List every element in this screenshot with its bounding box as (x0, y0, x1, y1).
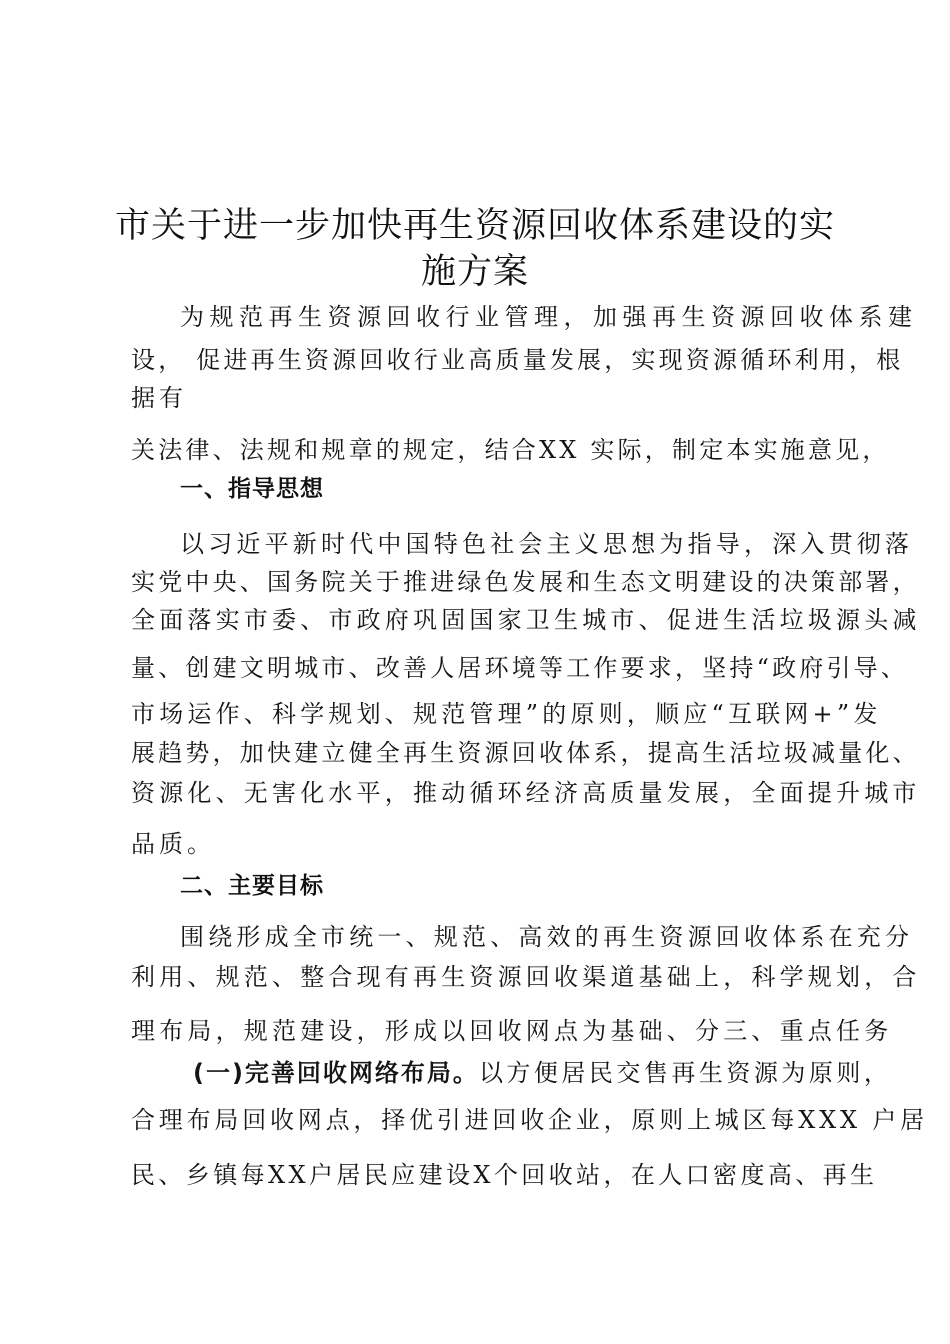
paragraph-line: 合理布局回收网点，择优引进回收企业，原则上城区每XXX 户居 (131, 1106, 928, 1134)
section-heading-guiding-ideology: 一、指导思想 (180, 476, 324, 502)
paragraph-line: 围绕形成全市统一、规范、高效的再生资源回收体系在充分 (180, 923, 914, 951)
document-title-line-1: 市关于进一步加快再生资源回收体系建设的实 (114, 206, 835, 246)
paragraph-line: 民、乡镇每XX户居民应建设X个回收站，在人口密度高、再生 (131, 1161, 878, 1189)
paragraph-line: 理布局，规范建设，形成以回收网点为基础、分三、重点任务 (131, 1017, 893, 1045)
intro-line: 设， 促进再生资源回收行业高质量发展，实现资源循环利用，根 (131, 346, 904, 374)
paragraph-line: 利用、规范、整合现有再生资源回收渠道基础上，科学规划，合 (131, 963, 921, 991)
paragraph-line: 全面落实市委、市政府巩固国家卫生城市、促进生活垃圾源头减 (131, 606, 921, 634)
intro-line: 关法律、法规和规章的规定，结合XX 实际，制定本实施意见， (131, 436, 890, 464)
intro-line: 为规范再生资源回收行业管理，加强再生资源回收体系建 (180, 303, 918, 331)
section-heading-main-goals: 二、主要目标 (180, 873, 324, 899)
paragraph-line: 品质。 (131, 830, 215, 858)
subsection-text: 以方便居民交售再生资源为原则， (478, 1059, 892, 1087)
intro-line: 据有 (131, 384, 187, 412)
paragraph-line-with-bold-lead (193, 1053, 891, 1088)
document-title-line-2: 施方案 (420, 252, 529, 292)
paragraph-line: 展趋势，加快建立健全再生资源回收体系，提高生活垃圾减量化、 (131, 739, 920, 767)
paragraph-line: 资源化、无害化水平，推动循环经济高质量发展，全面提升城市 (131, 779, 921, 807)
paragraph-line: 市场运作、科学规划、规范管理”的原则，顺应“互联网+”发 (131, 700, 882, 728)
subsection-heading-network-layout: (一)完善回收网络布局。 (193, 1059, 479, 1087)
paragraph-line: 量、创建文明城市、改善人居环境等工作要求，坚持“政府引导、 (131, 654, 909, 682)
paragraph-line: 以习近平新时代中国特色社会主义思想为指导，深入贯彻落 (180, 530, 914, 558)
paragraph-line: 实党中央、国务院关于推进绿色发展和生态文明建设的决策部署， (131, 568, 920, 596)
